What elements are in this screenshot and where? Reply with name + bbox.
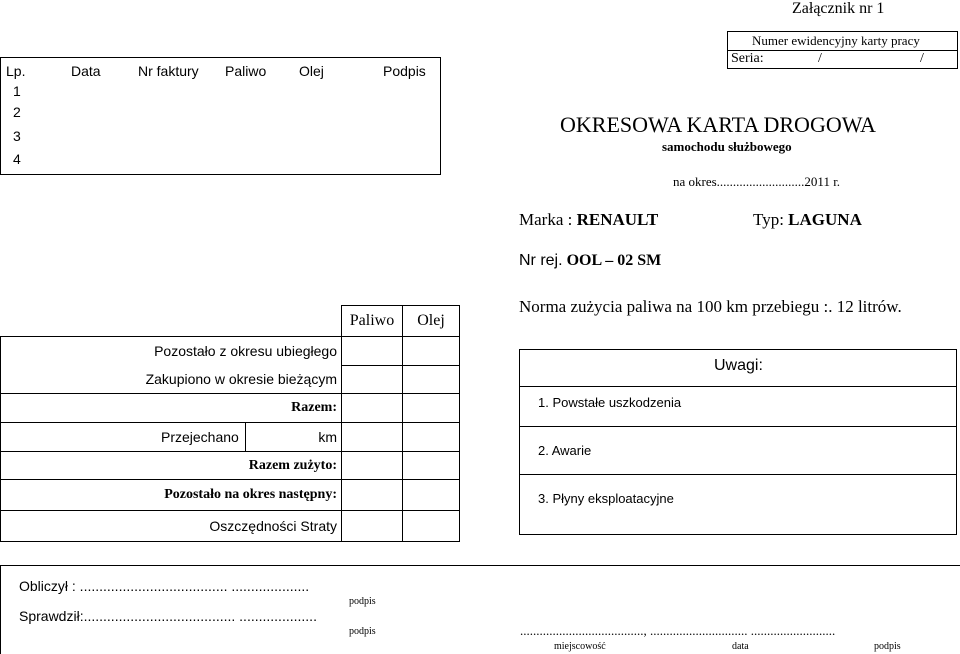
podpis-label: podpis	[349, 626, 376, 637]
footer-box	[0, 565, 960, 654]
col-oil: Olej	[403, 306, 460, 337]
vehicle-type	[753, 210, 862, 230]
header-fuel: Paliwo	[225, 63, 267, 79]
header-lp: Lp.	[6, 63, 26, 79]
checked-by: Sprawdził:....................................... ....................	[19, 608, 317, 624]
page-title: OKRESOWA KARTA DROGOWA	[560, 112, 876, 137]
table-row: 4	[13, 151, 21, 167]
header-date: Data	[71, 63, 101, 79]
remarks-title: Uwagi:	[714, 357, 763, 374]
header-oil: Olej	[299, 63, 324, 79]
km-label: km	[318, 428, 337, 445]
list-item: 1. Powstałe uszkodzenia	[538, 395, 682, 410]
table-row: 3	[13, 128, 21, 144]
total-used: Razem zużyto:	[1, 451, 342, 480]
period-field: na okres...........................2011 r.	[673, 174, 841, 189]
total-label: Razem:	[1, 394, 342, 423]
driven-row	[1, 422, 342, 451]
page-subtitle: samochodu służbowego	[662, 139, 792, 154]
vehicle-registration	[519, 252, 661, 270]
remaining-next: Pozostało na okres następny:	[1, 480, 342, 511]
reg-value: OOL – 02 SM	[566, 252, 662, 269]
podpis-label: podpis	[349, 596, 376, 607]
make-value: RENAULT	[576, 210, 659, 229]
signature-label: podpis	[874, 641, 901, 652]
header-invoice-number: Nr faktury	[138, 63, 199, 79]
signature-line: ......................................, .............................. ..........................	[520, 623, 836, 638]
vehicle-make	[519, 210, 658, 230]
remarks-box	[519, 349, 957, 535]
bought: Zakupiono w okresie bieżącym	[1, 365, 342, 394]
evidence-box	[727, 31, 958, 69]
savings-losses: Oszczędności Straty	[1, 511, 342, 542]
annex-label: Załącznik nr 1	[792, 0, 885, 17]
remaining-prev: Pozostało z okresu ubiegłego	[1, 336, 342, 365]
fuel-summary-table	[0, 305, 460, 542]
list-item: 2. Awarie	[538, 443, 592, 458]
list-item: 3. Płyny eksploatacyjne	[538, 491, 674, 506]
driven-label: Przejechano	[161, 428, 239, 445]
place-label: miejscowość	[554, 641, 606, 652]
reg-label: Nr rej.	[519, 252, 563, 269]
series-label: Seria:	[731, 51, 764, 66]
header-signature: Podpis	[383, 63, 426, 79]
table-row: 2	[13, 104, 21, 120]
make-label: Marka :	[519, 210, 573, 229]
col-fuel: Paliwo	[342, 306, 403, 337]
evidence-number-label: Numer ewidencyjny karty pracy	[752, 33, 920, 48]
type-label: Typ:	[753, 210, 784, 229]
table-row: 1	[13, 83, 21, 99]
type-value: LAGUNA	[788, 210, 862, 229]
series-slash: /	[818, 51, 822, 66]
calculated-by: Obliczył : ...................................... ....................	[19, 578, 310, 594]
invoice-table	[0, 57, 441, 175]
series-slash: /	[920, 51, 924, 66]
fuel-norm: Norma zużycia paliwa na 100 km przebiegu :. 12 litrów.	[519, 297, 902, 316]
date-label: data	[732, 641, 749, 652]
